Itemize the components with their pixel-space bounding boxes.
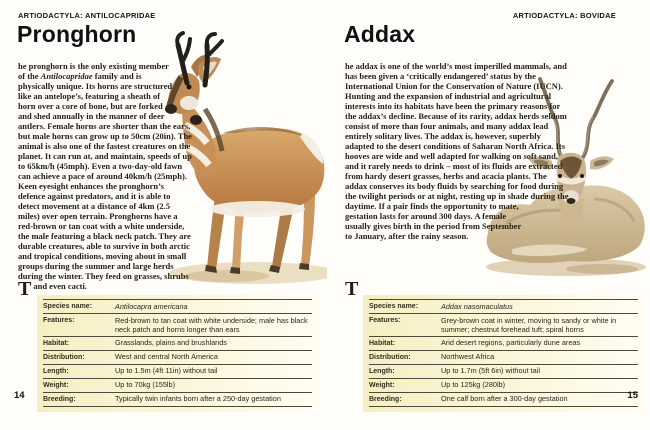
table-row: Species name: Antilocapra americana (43, 299, 312, 313)
drop-cap: T (18, 278, 32, 300)
table-row: Species name: Addax nasomaculatus (369, 299, 638, 313)
table-row: Weight: Up to 70kg (155lb) (43, 378, 312, 392)
table-row: Habitat: Grasslands, plains and brushlands (43, 336, 312, 350)
fact-table-addax (363, 295, 644, 412)
body-segment: he pronghorn is the only existing member of the (18, 61, 169, 81)
table-row: Habitat: Arid desert regions, particularly dune areas (369, 336, 638, 350)
family-header-left: ARTIODACTYLA: ANTILOCAPRIDAE (18, 11, 156, 20)
table-row: Breeding: One calf born after a 300-day gestation (369, 392, 638, 406)
table-row: Distribution: West and central North America (43, 350, 312, 364)
table-row: Length: Up to 1.5m (4ft 11in) without tail (43, 364, 312, 378)
table-row: Features: Grey-brown coat in winter, moving to sandy or white in summer; chestnut forehead tuft; spiral horns (369, 313, 638, 336)
body-segment: he addax is one of the world’s most imperilled mammals, and has been given a ‘critically endangered’ status by the International Union for the Conservation of Nature (IUCN). Hunting and the expansion of industrial and agricultural interests into its habitats have been the primary reasons for the addax’s decline. Because of its rarity, addax herds seldom consist of more than four animals, and many addax lead entirely solitary lives. The addax is, however, superbly adapted to the desert conditions of Saharan North Africa. Its hooves are wide and well adapted for walking on soft sand, and it rarely needs to drink – most of its fluids are extracted from hardy desert grasses, herbs and acacia plants. The addax conserves its body fluids by searching for food during the twilight periods or at night, resting up in shade during the daytime. If a pair finds the opportunity to mate, gestation lasts for around 300 days. A female usually gives birth in the period from September to January, after the rainy season. (345, 61, 569, 241)
species-name-value: Antilocapra americana (115, 301, 188, 311)
family-header-right: ARTIODACTYLA: BOVIDAE (512, 11, 616, 20)
page-number-right: 15 (627, 390, 638, 401)
fact-table-pronghorn (37, 295, 318, 412)
table-row: Weight: Up to 125kg (280lb) (369, 378, 638, 392)
table-row: Length: Up to 1.7m (5ft 6in) without tail (369, 364, 638, 378)
drop-cap: T (345, 278, 359, 300)
page-number-left: 14 (14, 390, 25, 401)
table-row: Features: Red-brown to tan coat with white underside; male has black neck patch and horns longer than ears (43, 313, 312, 336)
page-title-pronghorn: Pronghorn (17, 21, 137, 47)
body-text-pronghorn (18, 61, 222, 303)
species-family-italic: Antilocapridae (40, 71, 93, 81)
table-row: Breeding: Typically twin infants born after a 250-day gestation (43, 392, 312, 406)
species-name-value: Addax nasomaculatus (441, 301, 513, 311)
body-text-addax (345, 61, 619, 303)
body-segment: family and is physically unique. Its horns are structured like an antelope’s, featuring a sheath of horn over a core of bone, but are forked and shed annually in the manner of deer antlers. Female horns are shorter than the ears, but male horns can grow up to 50cm (20in). The animal is also one of the fastest creatures on the planet. It can run at, and maintain, speeds of up to 65km/h (45mph). Even a two-day-old fawn can achieve a pace of around 40km/h (25mph). Keen eyesight enhances the pronghorn’s defence against predators, and it is able to detect movement at a distance of 4km (2.5 miles) over open terrain. Pronghorns have a red-brown or tan coat with a white underside, the male featuring a black neck patch. They are durable creatures, able to survive in both arctic and tropical conditions, moving about in small groups during the summer and large herds during the winter. They feed on grasses, shrubs and even cacti. (18, 71, 192, 291)
table-row: Distribution: Northwest Africa (369, 350, 638, 364)
page-title-addax: Addax (344, 21, 416, 47)
